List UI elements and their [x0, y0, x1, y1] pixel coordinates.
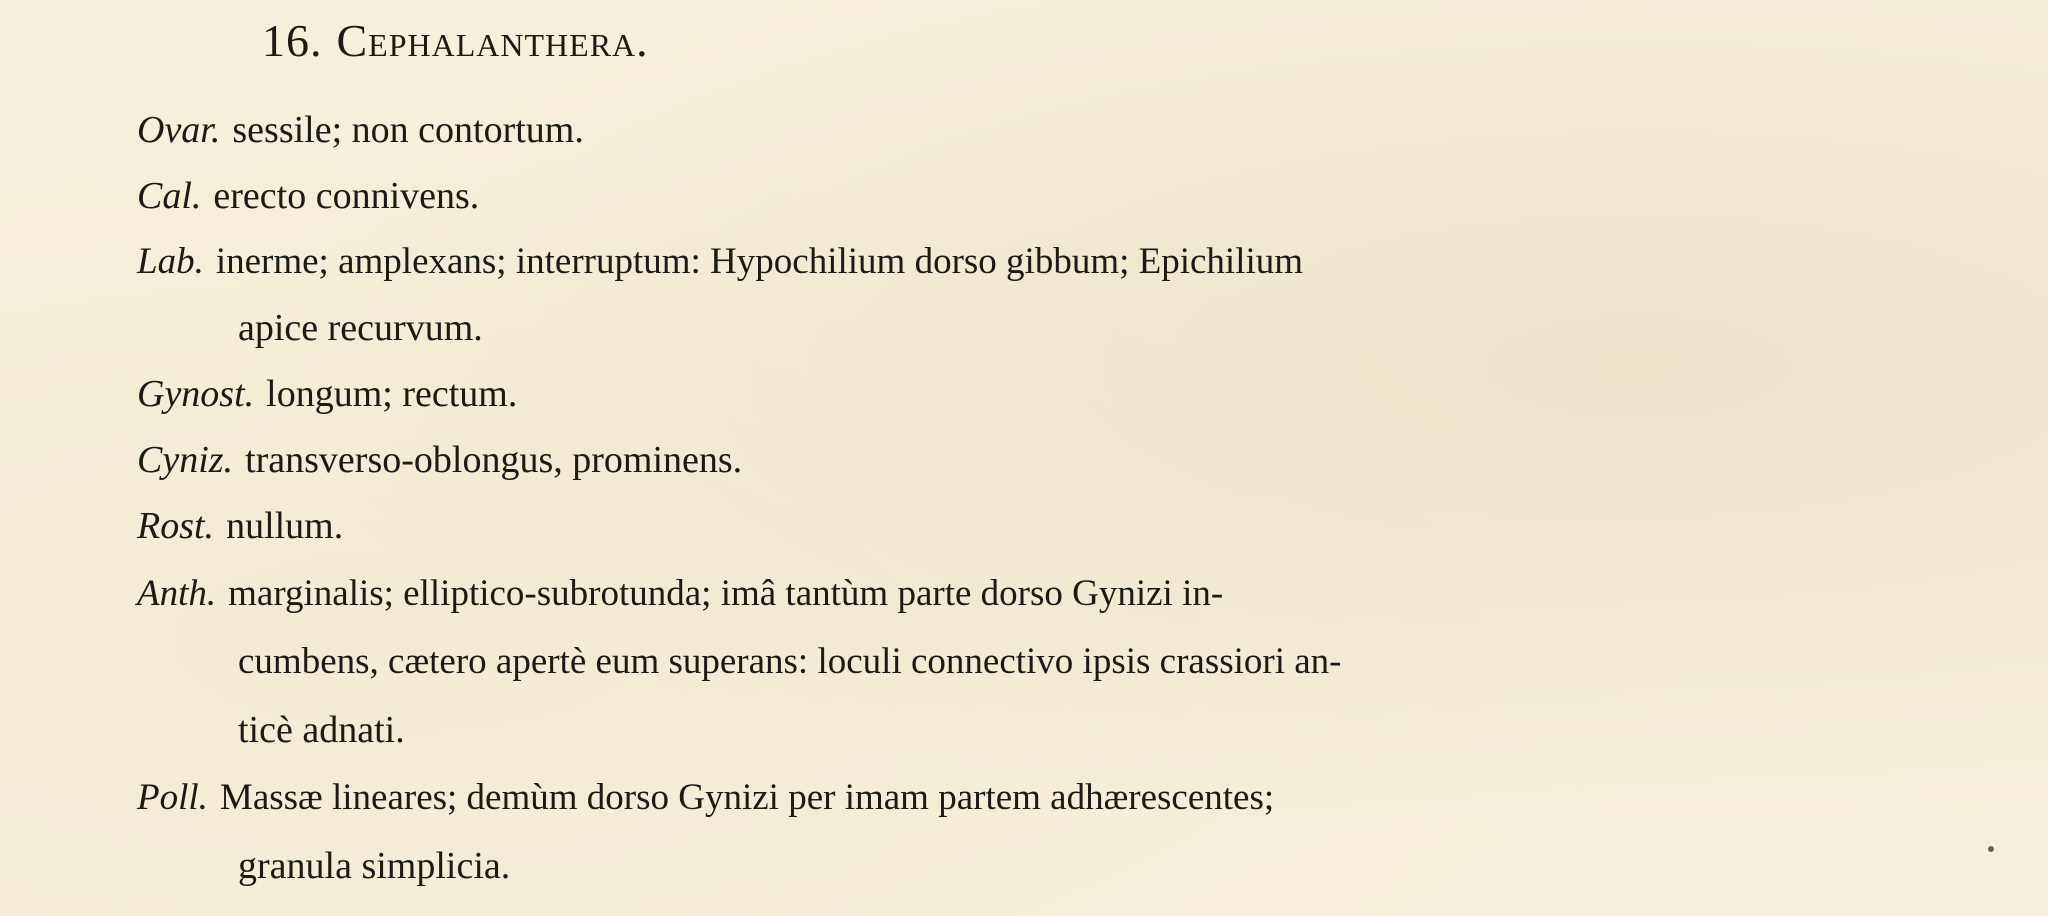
entry-text: marginalis; elliptico-subrotunda; imâ tantùm parte dorso Gynizi in-: [228, 573, 1224, 614]
entry-abbr: Gynost.: [137, 373, 255, 415]
entry-rostellum: [137, 504, 343, 548]
entry-labellum: [137, 240, 1303, 284]
entry-anther-continuation: [238, 708, 405, 752]
entry-anther-continuation: [238, 640, 1342, 684]
entry-text: apice recurvum.: [238, 307, 483, 349]
entry-gynostemium: [137, 372, 517, 416]
entry-text: sessile; non contortum.: [232, 109, 584, 151]
entry-text: transverso-oblongus, prominens.: [245, 439, 743, 481]
entry-calyx: [137, 174, 479, 218]
genus-title: Cephalanthera.: [336, 15, 649, 66]
entry-pollinia-continuation: [238, 844, 510, 888]
entry-abbr: Cal.: [137, 175, 202, 217]
entry-text: cumbens, cætero apertè eum superans: loculi connectivo ipsis crassiori an-: [238, 641, 1342, 682]
section-number: 16.: [262, 15, 323, 66]
section-heading: [262, 14, 649, 67]
entry-pollinia: [137, 776, 1274, 820]
entry-abbr: Cyniz.: [137, 439, 234, 481]
entry-text: erecto connivens.: [213, 175, 480, 217]
entry-text: inerme; amplexans; interruptum: Hypochilium dorso gibbum; Epichilium: [215, 241, 1304, 282]
entry-abbr: Ovar.: [137, 109, 221, 151]
entry-ovary: [137, 108, 584, 152]
entry-abbr: Rost.: [137, 505, 215, 547]
entry-gynizus: [137, 438, 742, 482]
entry-text: ticè adnati.: [238, 709, 405, 751]
entry-labellum-continuation: [238, 306, 483, 350]
entry-text: longum; rectum.: [266, 373, 518, 415]
entry-text: Massæ lineares; demùm dorso Gynizi per imam partem adhærescentes;: [219, 777, 1275, 818]
entry-text: nullum.: [226, 505, 344, 547]
entry-abbr: Anth.: [137, 573, 217, 614]
entry-abbr: Poll.: [137, 777, 208, 818]
ink-speck: [1988, 846, 1994, 852]
entry-anther: [137, 572, 1223, 616]
entry-abbr: Lab.: [137, 241, 204, 282]
entry-text: granula simplicia.: [238, 845, 511, 887]
